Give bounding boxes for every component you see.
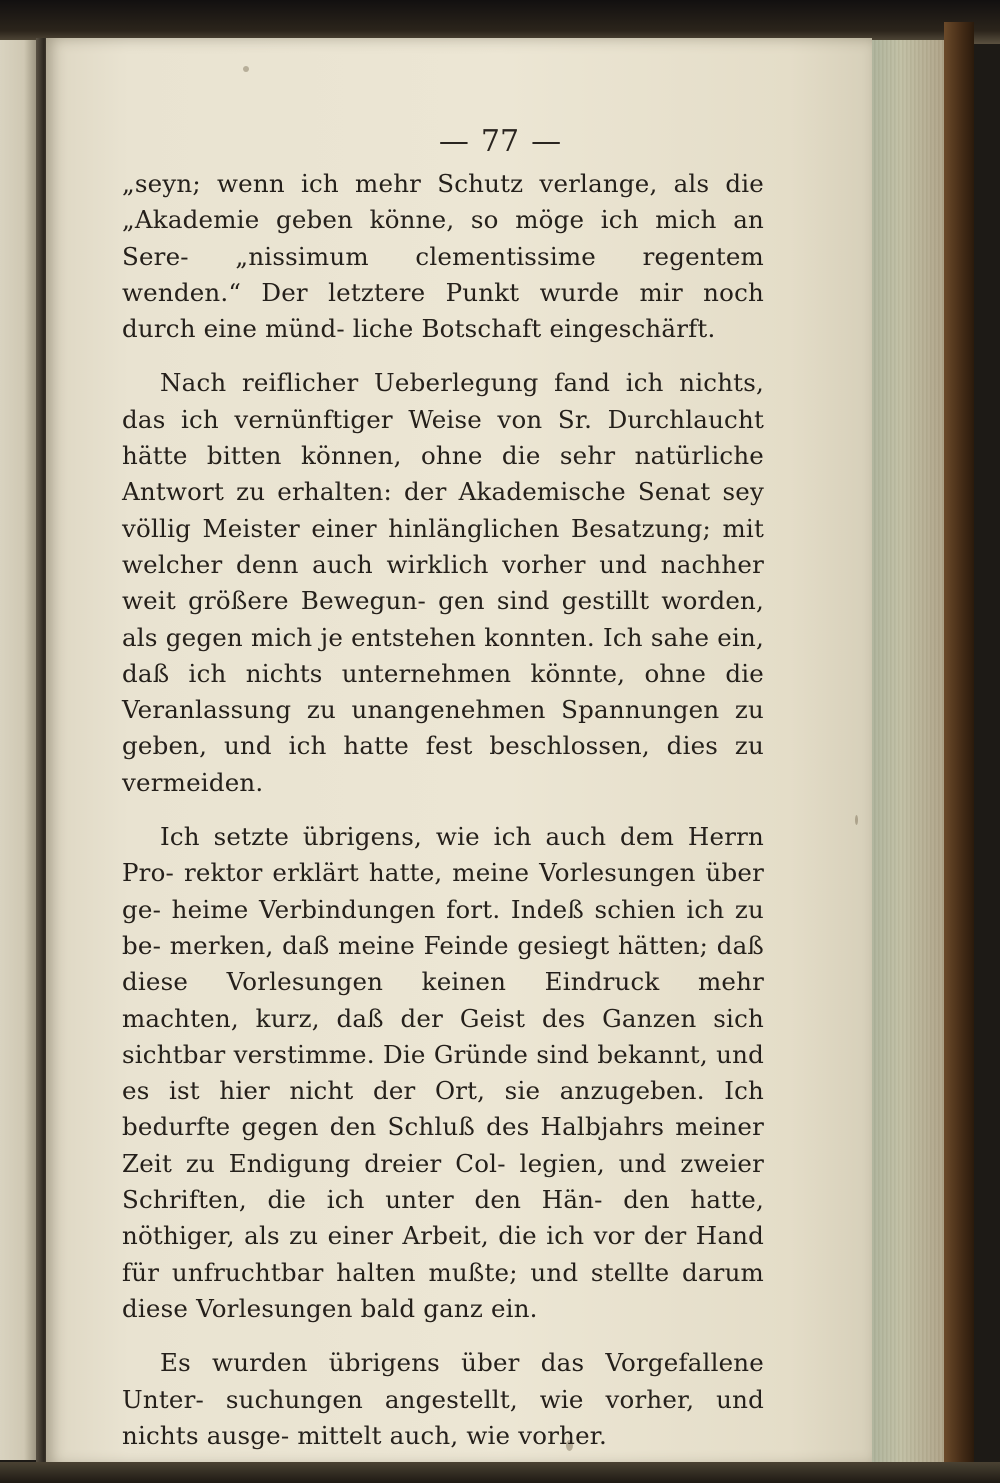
- paragraph-3: Ich setzte übrigens, wie ich auch dem Herrn Pro- rektor erklärt hatte, meine Vorlesungen über ge- heime Verbindungen fort. Indeß schien ich zu be- merken, daß meine Feinde gesiegt hätten; daß diese Vorlesungen keinen Eindruck mehr machten, kurz, daß der Geist des Ganzen sich sichtbar verstimme. Die Gründe sind bekannt, und es ist hier nicht der Ort, sie anzugeben. Ich bedurfte gegen den Schluß des Halbjahrs meiner Zeit zu Endigung dreier Col- legien, und zweier Schriften, die ich unter den Hän- den hatte, nöthiger, als zu einer Arbeit, die ich vor der Hand für unfruchtbar halten mußte; und stellte darum diese Vorlesungen bald ganz ein.: [122, 822, 764, 1323]
- paragraph-1: „seyn; wenn ich mehr Schutz verlange, als die „Akademie geben könne, so möge ich mich an Sere- „nissimum clementissime regentem wenden.“ Der letztere Punkt wurde mir noch durch eine münd- liche Botschaft eingeschärft.: [122, 169, 764, 344]
- page-number: 77: [480, 124, 520, 159]
- page-number-header: — 77 —: [438, 124, 562, 159]
- page-edges-tint: [872, 40, 944, 1464]
- left-facing-page: [0, 40, 40, 1460]
- body-text: [122, 166, 764, 1454]
- bottom-shadow: [0, 1462, 1000, 1483]
- foxing-spot: [243, 66, 249, 72]
- foxing-spot: [855, 815, 858, 825]
- paragraph-2: Nach reiflicher Ueberlegung fand ich nichts, das ich vernünftiger Weise von Sr. Durchlaucht hätte bitten können, ohne die sehr natürliche Antwort zu erhalten: der Akademische Senat sey völlig Meister einer hinlänglichen Besatzung; mit welcher denn auch wirklich vorher und nachher weit größere Bewegun- gen sind gestillt worden, als gegen mich je entstehen konnten. Ich sahe ein, daß ich nichts unternehmen könnte, ohne die Veranlassung zu unangenehmen Spannungen zu geben, und ich hatte fest beschlossen, dies zu vermeiden.: [122, 368, 764, 797]
- paragraph-4: Es wurden übrigens über das Vorgefallene Unter- suchungen angestellt, wie vorher, und nichts ausge- mittelt auch, wie vorher.: [122, 1348, 764, 1450]
- book-cover-edge: [944, 22, 974, 1482]
